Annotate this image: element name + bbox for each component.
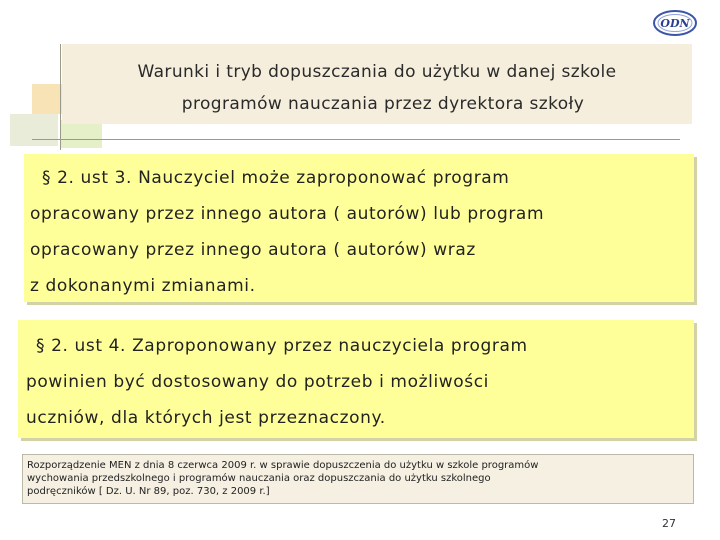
reference-line-1: Rozporządzenie MEN z dnia 8 czerwca 2009 r. w sprawie dopuszczenia do użytku w szkole programów [27,460,539,471]
ust4-lead: § 2. ust 4. [36,336,127,356]
ust3-line-1 [42,168,509,188]
title-divider [32,139,680,140]
reference-box [22,454,694,504]
ust4-line-1-text: Zaproponowany przez nauczyciela program [126,336,528,356]
ust4-line-3: uczniów, dla których jest przeznaczony. [26,408,386,428]
paragraph-box-ust3 [24,154,694,302]
logo-text: ODN [660,17,690,30]
page-title-line-2: programów nauczania przez dyrektora szkoły [181,94,585,114]
decor-square-gray [10,114,58,146]
odn-logo [652,8,698,38]
ust3-line-3: opracowany przez innego autora ( autorów) wraz [30,240,476,260]
reference-line-2: wychowania przedszkolnego i programów nauczania oraz dopuszczania do użytku szkolnego [27,473,491,484]
decor-square-green [60,120,102,148]
ust4-line-1 [36,336,528,356]
ust3-line-2: opracowany przez innego autora ( autorów) lub program [30,204,545,224]
paragraph-box-ust4 [18,320,694,438]
page-title-line-1: Warunki i tryb dopuszczania do użytku w danej szkole [137,62,617,82]
ust4-line-2: powinien być dostosowany do potrzeb i możliwości [26,372,489,392]
page-number: 27 [662,517,676,530]
ust3-line-4: z dokonanymi zmianami. [30,276,256,296]
decor-square-orange [32,84,62,114]
reference-text [27,459,689,498]
reference-line-3: podręczników [ Dz. U. Nr 89, poz. 730, z 2009 r.] [27,486,270,497]
ust3-lead: § 2. ust 3. [42,168,133,188]
title-box [62,44,692,124]
decor-vertical-line [60,44,61,150]
ust3-line-1-text: Nauczyciel może zaproponować program [132,168,510,188]
